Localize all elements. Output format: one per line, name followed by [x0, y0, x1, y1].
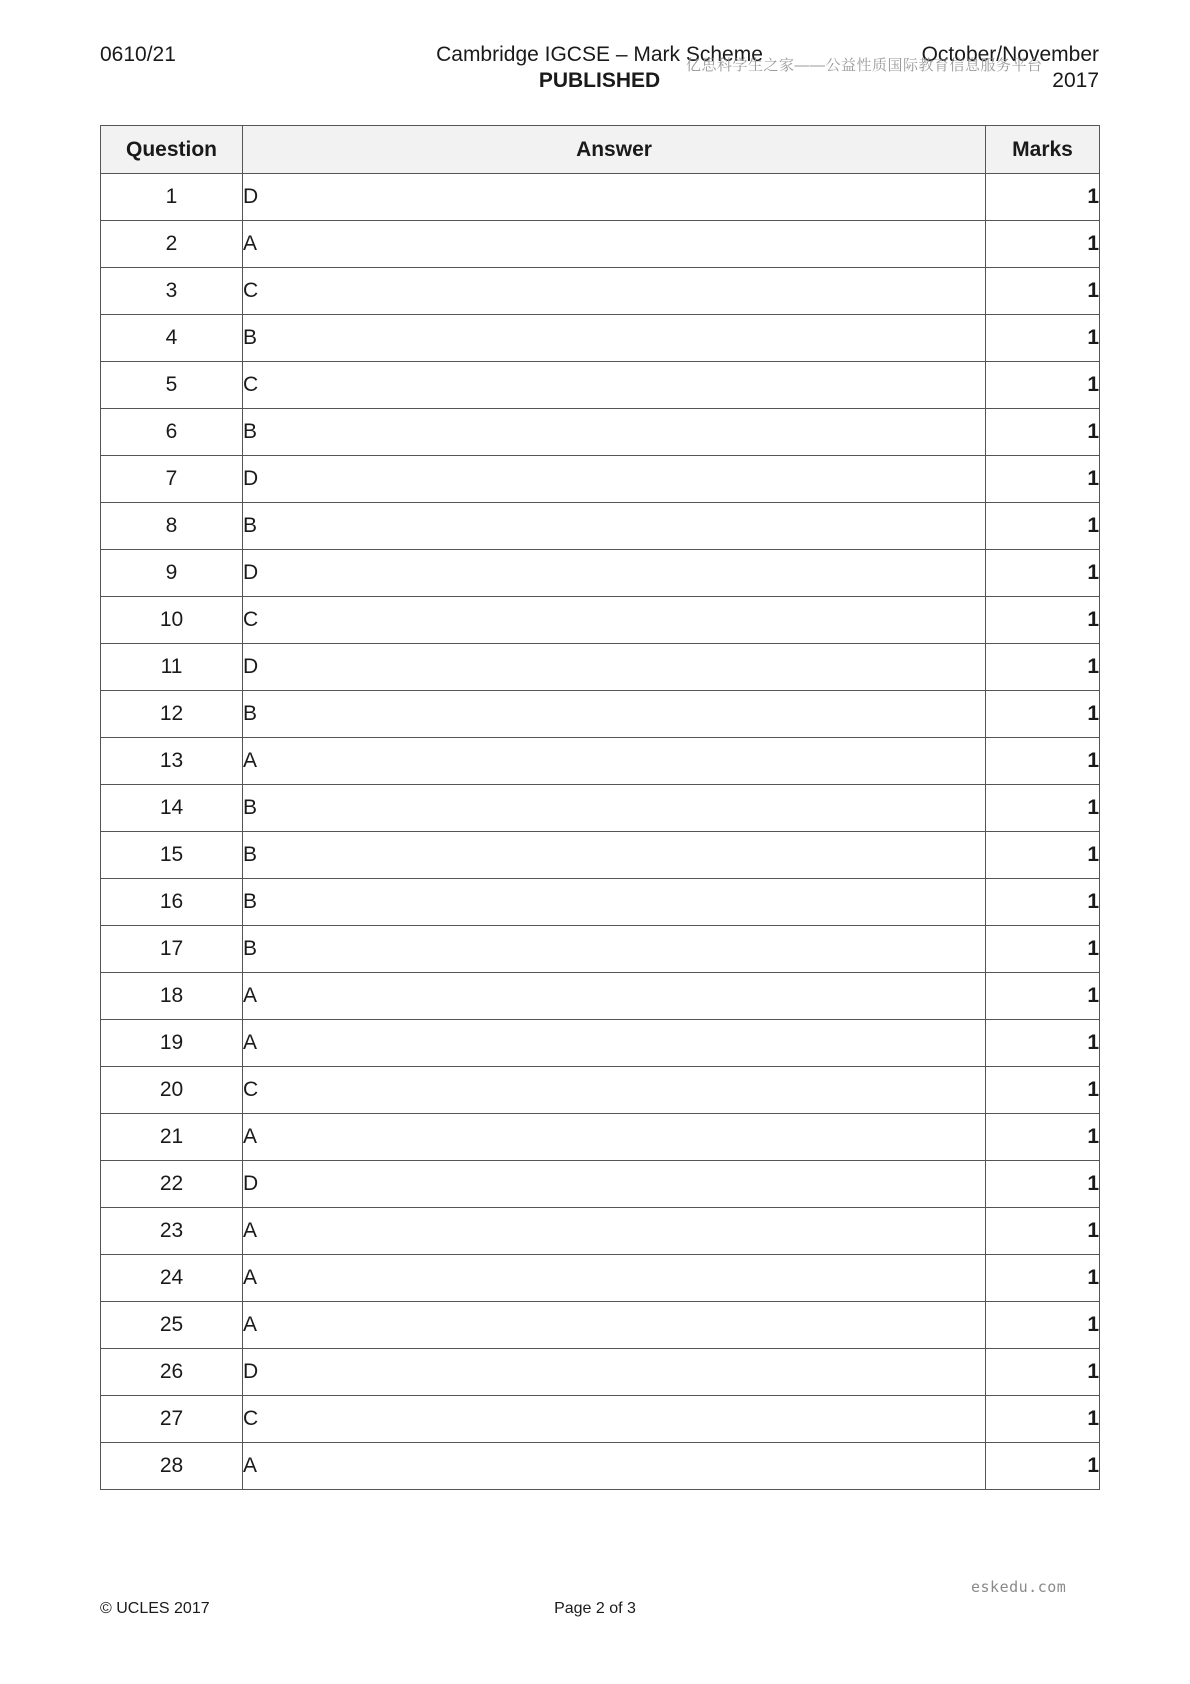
- table-row: [101, 1067, 1100, 1114]
- question-number-cell: 1: [101, 174, 243, 221]
- syllabus-code: 0610/21: [100, 43, 176, 66]
- copyright: © UCLES 2017: [100, 1600, 210, 1617]
- answer-cell: D: [243, 174, 986, 221]
- answer-cell: A: [243, 221, 986, 268]
- answer-cell: B: [243, 926, 986, 973]
- table-row: [101, 738, 1100, 785]
- marks-cell: 1: [986, 973, 1100, 1020]
- marks-cell: 1: [986, 1067, 1100, 1114]
- marks-cell: 1: [986, 879, 1100, 926]
- marks-cell: 1: [986, 409, 1100, 456]
- column-header-answer: Answer: [243, 126, 986, 174]
- marks-cell: 1: [986, 1255, 1100, 1302]
- question-number-cell: 26: [101, 1349, 243, 1396]
- marks-cell: 1: [986, 550, 1100, 597]
- marks-cell: 1: [986, 1443, 1100, 1490]
- answer-cell: A: [243, 1443, 986, 1490]
- question-number-cell: 22: [101, 1161, 243, 1208]
- answer-cell: B: [243, 785, 986, 832]
- table-row: [101, 221, 1100, 268]
- page-number: Page 2 of 3: [554, 1600, 636, 1617]
- table-row: [101, 268, 1100, 315]
- table-row: [101, 644, 1100, 691]
- answer-cell: C: [243, 268, 986, 315]
- table-row: [101, 973, 1100, 1020]
- marks-cell: 1: [986, 644, 1100, 691]
- table-row: [101, 785, 1100, 832]
- question-number-cell: 28: [101, 1443, 243, 1490]
- exam-session: October/November: [921, 43, 1099, 66]
- marks-cell: 1: [986, 1349, 1100, 1396]
- question-number-cell: 13: [101, 738, 243, 785]
- answer-cell: B: [243, 409, 986, 456]
- table-row: [101, 1443, 1100, 1490]
- question-number-cell: 16: [101, 879, 243, 926]
- table-row: [101, 1161, 1100, 1208]
- marks-cell: 1: [986, 503, 1100, 550]
- marks-cell: 1: [986, 926, 1100, 973]
- question-number-cell: 5: [101, 362, 243, 409]
- table-row: [101, 879, 1100, 926]
- answer-cell: C: [243, 1396, 986, 1443]
- question-number-cell: 10: [101, 597, 243, 644]
- question-number-cell: 12: [101, 691, 243, 738]
- answer-cell: A: [243, 1208, 986, 1255]
- answer-cell: D: [243, 456, 986, 503]
- question-number-cell: 23: [101, 1208, 243, 1255]
- marks-cell: 1: [986, 1396, 1100, 1443]
- table-row: [101, 1302, 1100, 1349]
- answer-cell: B: [243, 503, 986, 550]
- marks-cell: 1: [986, 1208, 1100, 1255]
- marks-cell: 1: [986, 738, 1100, 785]
- table-row: [101, 1114, 1100, 1161]
- answer-cell: D: [243, 1161, 986, 1208]
- question-number-cell: 7: [101, 456, 243, 503]
- question-number-cell: 14: [101, 785, 243, 832]
- question-number-cell: 25: [101, 1302, 243, 1349]
- marks-cell: 1: [986, 1161, 1100, 1208]
- watermark-top: 亿思科学生之家——公益性质国际教育信息服务平台: [686, 57, 1043, 74]
- table-row: [101, 1255, 1100, 1302]
- answer-cell: D: [243, 550, 986, 597]
- table-row: [101, 174, 1100, 221]
- table-row: [101, 409, 1100, 456]
- question-number-cell: 8: [101, 503, 243, 550]
- table-row: [101, 1396, 1100, 1443]
- marks-cell: 1: [986, 785, 1100, 832]
- question-number-cell: 15: [101, 832, 243, 879]
- answer-cell: B: [243, 832, 986, 879]
- answer-cell: A: [243, 1302, 986, 1349]
- question-number-cell: 17: [101, 926, 243, 973]
- answer-cell: B: [243, 691, 986, 738]
- table-row: [101, 1349, 1100, 1396]
- marks-cell: 1: [986, 174, 1100, 221]
- exam-year: 2017: [1052, 69, 1099, 92]
- question-number-cell: 21: [101, 1114, 243, 1161]
- question-number-cell: 3: [101, 268, 243, 315]
- column-header-marks: Marks: [986, 126, 1100, 174]
- table-row: [101, 1208, 1100, 1255]
- table-row: [101, 315, 1100, 362]
- answer-cell: A: [243, 1114, 986, 1161]
- answer-cell: A: [243, 1255, 986, 1302]
- table-row: [101, 1020, 1100, 1067]
- question-number-cell: 4: [101, 315, 243, 362]
- answer-cell: A: [243, 1020, 986, 1067]
- question-number-cell: 19: [101, 1020, 243, 1067]
- table-header-row: [101, 126, 1100, 174]
- table-row: [101, 456, 1100, 503]
- marks-cell: 1: [986, 456, 1100, 503]
- table-row: [101, 926, 1100, 973]
- marks-cell: 1: [986, 597, 1100, 644]
- table-row: [101, 691, 1100, 738]
- answer-cell: C: [243, 597, 986, 644]
- marks-cell: 1: [986, 1114, 1100, 1161]
- table-row: [101, 362, 1100, 409]
- mark-scheme-table: [100, 125, 1100, 1490]
- question-number-cell: 11: [101, 644, 243, 691]
- marks-cell: 1: [986, 691, 1100, 738]
- answer-cell: C: [243, 1067, 986, 1114]
- question-number-cell: 27: [101, 1396, 243, 1443]
- published-label: PUBLISHED: [538, 69, 661, 92]
- question-number-cell: 6: [101, 409, 243, 456]
- table-row: [101, 503, 1100, 550]
- marks-cell: 1: [986, 268, 1100, 315]
- marks-cell: 1: [986, 221, 1100, 268]
- answer-cell: A: [243, 973, 986, 1020]
- marks-cell: 1: [986, 315, 1100, 362]
- answer-cell: B: [243, 879, 986, 926]
- marks-cell: 1: [986, 832, 1100, 879]
- answer-cell: C: [243, 362, 986, 409]
- watermark-footer: eskedu.com: [971, 1578, 1067, 1596]
- question-number-cell: 18: [101, 973, 243, 1020]
- document-title: Cambridge IGCSE – Mark Scheme: [436, 43, 763, 66]
- question-number-cell: 20: [101, 1067, 243, 1114]
- question-number-cell: 24: [101, 1255, 243, 1302]
- answer-cell: D: [243, 644, 986, 691]
- answer-cell: D: [243, 1349, 986, 1396]
- table-row: [101, 597, 1100, 644]
- marks-cell: 1: [986, 1302, 1100, 1349]
- question-number-cell: 9: [101, 550, 243, 597]
- table-body: [101, 174, 1100, 1490]
- answer-cell: A: [243, 738, 986, 785]
- answer-cell: B: [243, 315, 986, 362]
- question-number-cell: 2: [101, 221, 243, 268]
- column-header-question: Question: [101, 126, 243, 174]
- table-row: [101, 550, 1100, 597]
- marks-cell: 1: [986, 362, 1100, 409]
- table-row: [101, 832, 1100, 879]
- marks-cell: 1: [986, 1020, 1100, 1067]
